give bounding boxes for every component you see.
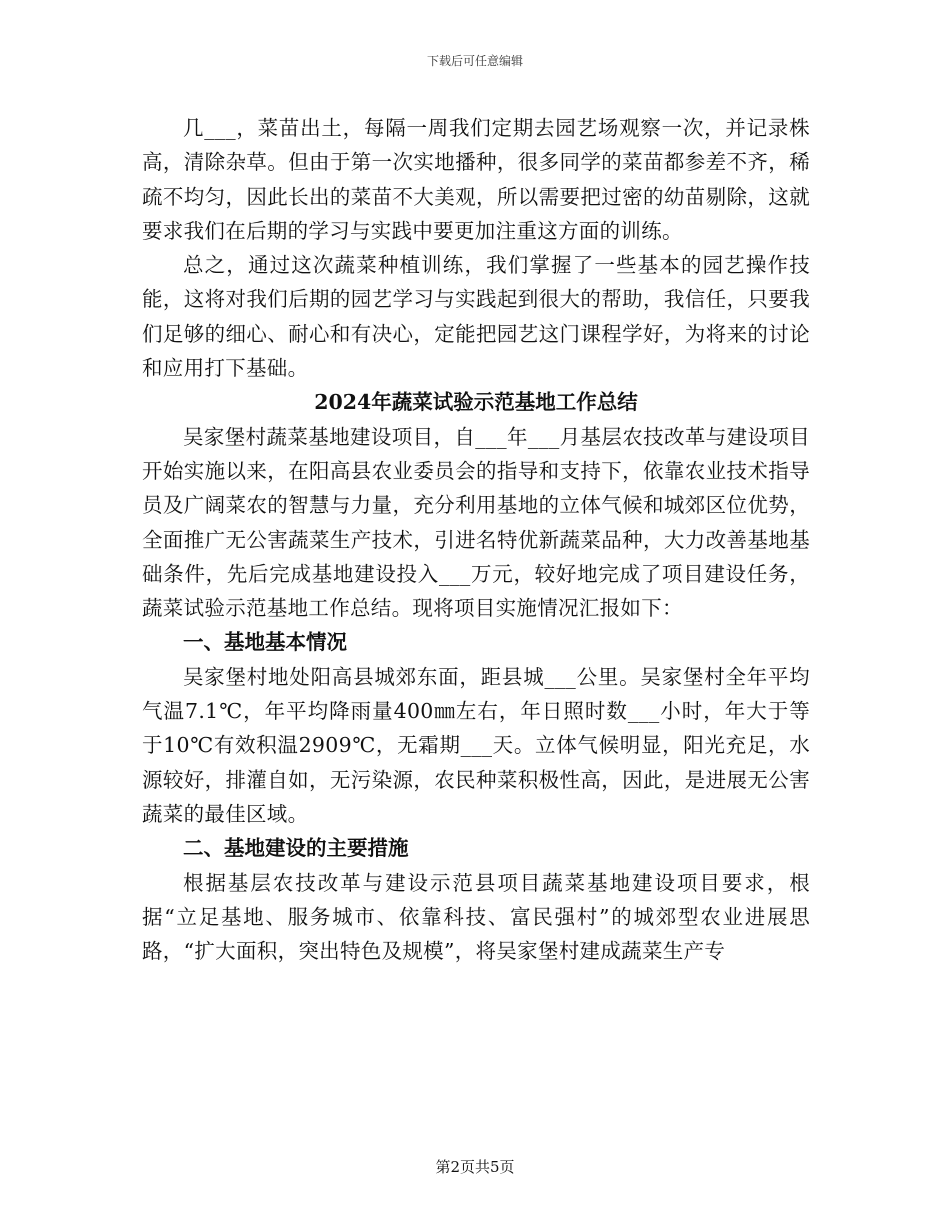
section-heading: 一、基地基本情况: [183, 630, 347, 655]
document-body: [142, 111, 810, 968]
section-title: 2024年蔬菜试验示范基地工作总结: [314, 390, 638, 415]
paragraph: 总之，通过这次蔬菜种植训练，我们掌握了一些基本的园艺操作技能，这将对我们后期的园艺学习与实践起到很大的帮助，我信任，只要我们足够的细心、耐心和有决心，定能把园艺这门课程学好，为将来的讨论和应用打下基础。: [142, 253, 810, 381]
page-number: 第2页共5页: [435, 1158, 515, 1176]
paragraph: 几___，菜苗出土，每隔一周我们定期去园艺场观察一次，并记录株高，清除杂草。但由于第一次实地播种，很多同学的菜苗都参差不齐，稀疏不均匀，因此长出的菜苗不大美观，所以需要把过密的幼苗剔除，这就要求我们在后期的学习与实践中要更加注重这方面的训练。: [142, 116, 810, 243]
section-heading: 二、基地建设的主要措施: [183, 836, 409, 861]
paragraph: 根据基层农技改革与建设示范县项目蔬菜基地建设项目要求，根据“立足基地、服务城市、依靠科技、富民强村”的城郊型农业进展思路，“扩大面积，突出特色及规模”，将吴家堡村建成蔬菜生产专: [142, 870, 810, 964]
paragraph: 吴家堡村地处阳高县城郊东面，距县城___公里。吴家堡村全年平均气温7.1℃，年平均降雨量400㎜左右，年日照时数___小时，年大于等于10℃有效积温2909℃，无霜期___天。立体气候明显，阳光充足，水源较好，排灌自如，无污染源，农民种菜积极性高，因此，是进展无公害蔬菜的最佳区域。: [142, 664, 810, 826]
paragraph: 吴家堡村蔬菜基地建设项目，自___年___月基层农技改革与建设项目开始实施以来，在阳高县农业委员会的指导和支持下，依靠农业技术指导员及广阔菜农的智慧与力量，充分利用基地的立体气候和城郊区位优势，全面推广无公害蔬菜生产技术，引进名特优新蔬菜品种，大力改善基地基础条件，先后完成基地建设投入___万元，较好地完成了项目建设任务，蔬菜试验示范基地工作总结。现将项目实施情况汇报如下：: [142, 424, 810, 621]
page-header: 下载后可任意编辑: [426, 54, 523, 68]
